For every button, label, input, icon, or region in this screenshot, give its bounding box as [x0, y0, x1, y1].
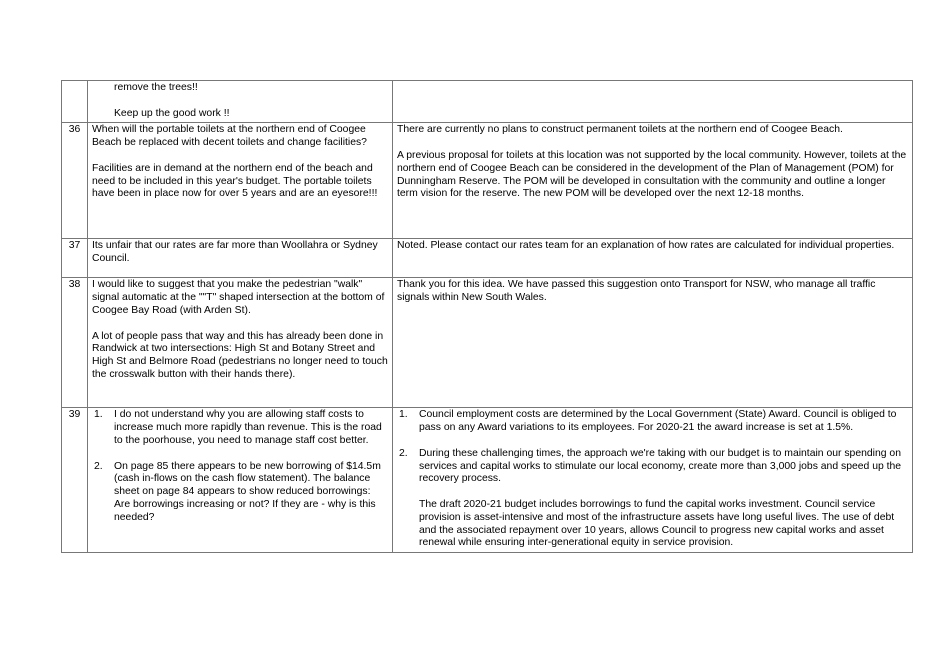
qa-table [61, 80, 913, 553]
question-list [92, 409, 388, 524]
question-text: Facilities are in demand at the northern end of the beach and need to be included in this year's budget. The portable toilets have been in place now for over 5 years and are an eyesore!!! [92, 162, 378, 200]
list-item [92, 409, 388, 447]
question-cell [88, 278, 393, 408]
row-number: 37 [62, 239, 88, 278]
question-text: On page 85 there appears to be new borrowing of $14.5m (cash in-flows on the cash flow statement). The balance sheet on page 84 appears to show reduced borrowings: Are borrowings increasing or not? If they are - why is this needed? [114, 460, 381, 523]
question-text: Its unfair that our rates are far more than Woollahra or Sydney Council. [92, 240, 378, 265]
answer-text: There are currently no plans to construct permanent toilets at the northern end of Coogee Beach. [397, 124, 843, 136]
answer-cell [393, 81, 913, 123]
answer-text: Noted. Please contact our rates team for an explanation of how rates are calculated for individual properties. [397, 240, 895, 252]
question-text: I would like to suggest that you make the pedestrian "walk" signal automatic at the ""T" shaped intersection at the bottom of Coogee Bay Road (with Arden St). [92, 279, 385, 316]
answer-cell [393, 408, 913, 553]
answer-cell [393, 123, 913, 239]
question-cell [88, 81, 393, 123]
answer-text: The draft 2020-21 budget includes borrowings to fund the capital works investment. Council service provision is asset-intensive and most of the infrastructure assets have long useful lives. The use of debt and the associated repayment over 10 years, allows Council to progress new capital works and asset renewal while ensuring inter-generational equity in service provision. [419, 498, 895, 549]
list-marker: 1. [94, 409, 103, 421]
list-marker: 2. [94, 460, 103, 472]
question-cell [88, 123, 393, 239]
row-number: 39 [62, 408, 88, 553]
table-row-38 [62, 278, 913, 408]
answer-text: Thank you for this idea. We have passed this suggestion onto Transport for NSW, who manage all traffic signals within New South Wales. [397, 279, 876, 304]
list-item [397, 448, 908, 550]
answer-cell [393, 239, 913, 278]
row-number: 36 [62, 123, 88, 239]
question-text: Keep up the good work !! [114, 107, 230, 119]
answer-list [397, 409, 908, 550]
row-number: 38 [62, 278, 88, 408]
table-row-continued [62, 81, 913, 123]
table-row-39 [62, 408, 913, 553]
answer-text: During these challenging times, the approach we're taking with our budget is to maintain our spending on services and capital works to stimulate our local economy, create more than 3,000 jobs and speed up the recovery process. [419, 447, 902, 485]
answer-text: Council employment costs are determined by the Local Government (State) Award. Council is obliged to pass on any Award variations to its employees. For 2020-21 the award increase is set at 1.5%. [419, 409, 897, 434]
table-row-37 [62, 239, 913, 278]
question-text: When will the portable toilets at the northern end of Coogee Beach be replaced with decent toilets and change facilities? [92, 124, 367, 149]
row-number-cell [62, 81, 88, 123]
question-text: I do not understand why you are allowing staff costs to increase much more rapidly than revenue. This is the road to the poorhouse, you need to manage staff cost better. [114, 409, 382, 446]
question-text: remove the trees!! [114, 82, 198, 93]
list-marker: 1. [399, 409, 408, 421]
question-cell [88, 239, 393, 278]
list-item [92, 461, 388, 525]
answer-cell [393, 278, 913, 408]
list-marker: 2. [399, 447, 408, 459]
table-row-36 [62, 123, 913, 239]
list-item [397, 409, 908, 435]
answer-text: A previous proposal for toilets at this location was not supported by the local community. However, toilets at the northern end of Coogee Beach can be considered in the development of the Plan of Management (POM) for Dunningham Reserve. The POM will be developed in consultation with the community and outline a longer term vision for the reserve. The new POM will be developed over the next 12-18 months. [397, 149, 907, 200]
question-text: A lot of people pass that way and this has already been done in Randwick at two intersections: High St and Botany Street and High St and Belmore Road (pedestrians no longer need to touch the crosswalk button with their hands there). [92, 330, 388, 380]
question-cell [88, 408, 393, 553]
